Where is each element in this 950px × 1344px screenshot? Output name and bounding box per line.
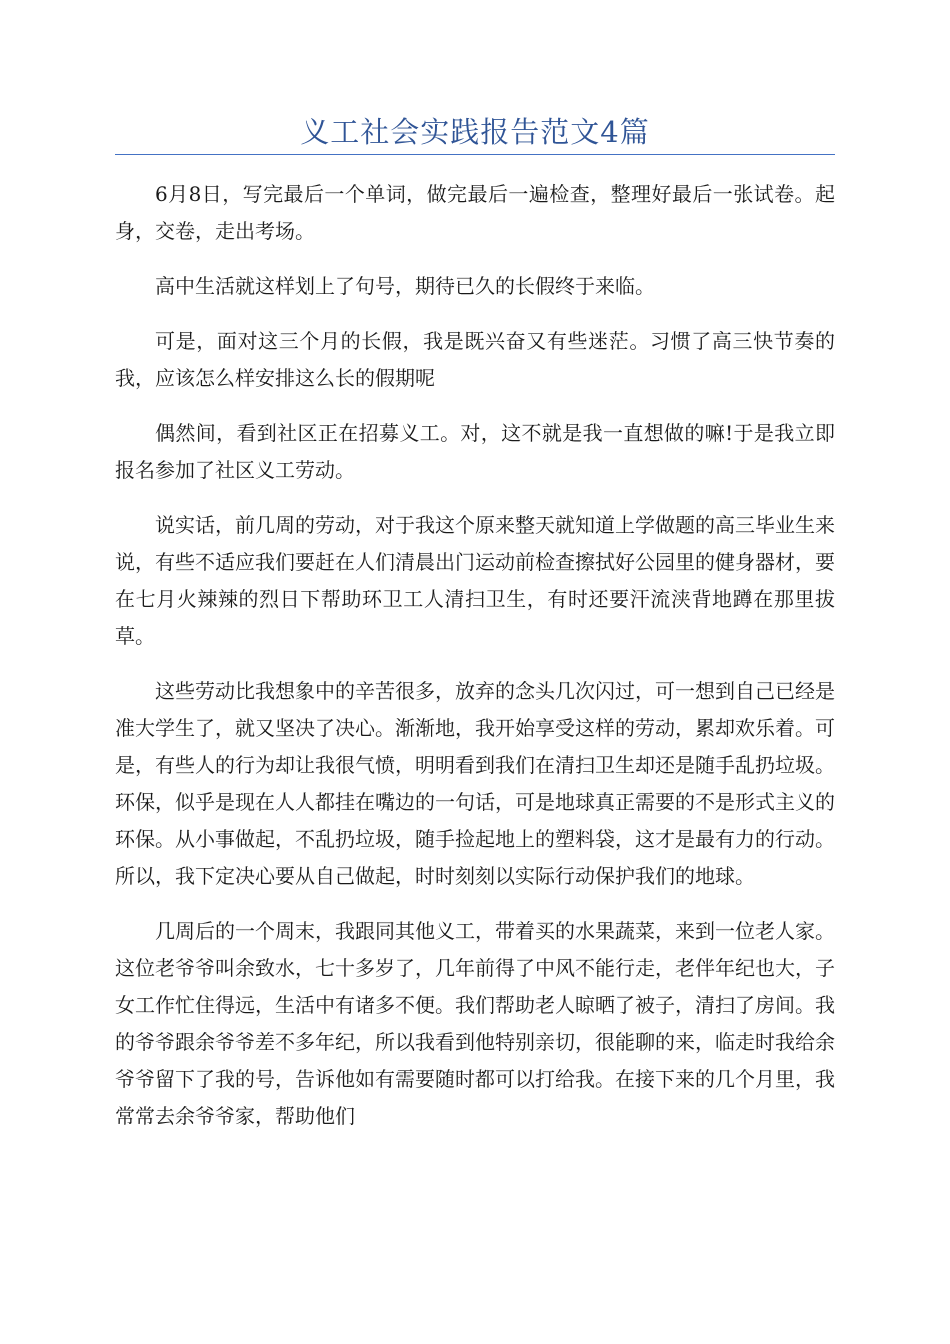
paragraph: 6月8日，写完最后一个单词，做完最后一遍检查，整理好最后一张试卷。起身，交卷，走出考场。 — [115, 182, 835, 243]
document-body — [115, 176, 835, 1153]
document-title: 义工社会实践报告范文4篇 — [300, 115, 650, 149]
paragraph: 几周后的一个周末，我跟同其他义工，带着买的水果蔬菜，来到一位老人家。这位老爷爷叫余致水，七十多岁了，几年前得了中风不能行走，老伴年纪也大，子女工作忙住得远，生活中有诸多不便。我们帮助老人晾晒了被子，清扫了房间。我的爷爷跟余爷爷差不多年纪，所以我看到他特别亲切，很能聊的来，临走时我给余爷爷留下了我的号，告诉他如有需要随时都可以打给我。在接下来的几个月里，我常常去余爷爷家，帮助他们 — [115, 919, 835, 1128]
paragraph: 高中生活就这样划上了句号，期待已久的长假终于来临。 — [155, 274, 655, 298]
paragraph: 偶然间，看到社区正在招募义工。对，这不就是我一直想做的嘛!于是我立即报名参加了社区义工劳动。 — [115, 421, 835, 482]
paragraph: 可是，面对这三个月的长假，我是既兴奋又有些迷茫。习惯了高三快节奏的我，应该怎么样安排这么长的假期呢 — [115, 329, 835, 390]
title-underline — [115, 154, 835, 155]
paragraph: 这些劳动比我想象中的辛苦很多，放弃的念头几次闪过，可一想到自己已经是准大学生了，就又坚决了决心。渐渐地，我开始享受这样的劳动，累却欢乐着。可是，有些人的行为却让我很气愤，明明看到我们在清扫卫生却还是随手乱扔垃圾。环保，似乎是现在人人都挂在嘴边的一句话，可是地球真正需要的不是形式主义的环保。从小事做起，不乱扔垃圾，随手捡起地上的塑料袋，这才是最有力的行动。所以，我下定决心要从自己做起，时时刻刻以实际行动保护我们的地球。 — [115, 679, 835, 888]
paragraph: 说实话，前几周的劳动，对于我这个原来整天就知道上学做题的高三毕业生来说，有些不适应我们要赶在人们清晨出门运动前检查擦拭好公园里的健身器材，要在七月火辣辣的烈日下帮助环卫工人清扫卫生，有时还要汗流浃背地蹲在那里拔草。 — [115, 513, 835, 648]
